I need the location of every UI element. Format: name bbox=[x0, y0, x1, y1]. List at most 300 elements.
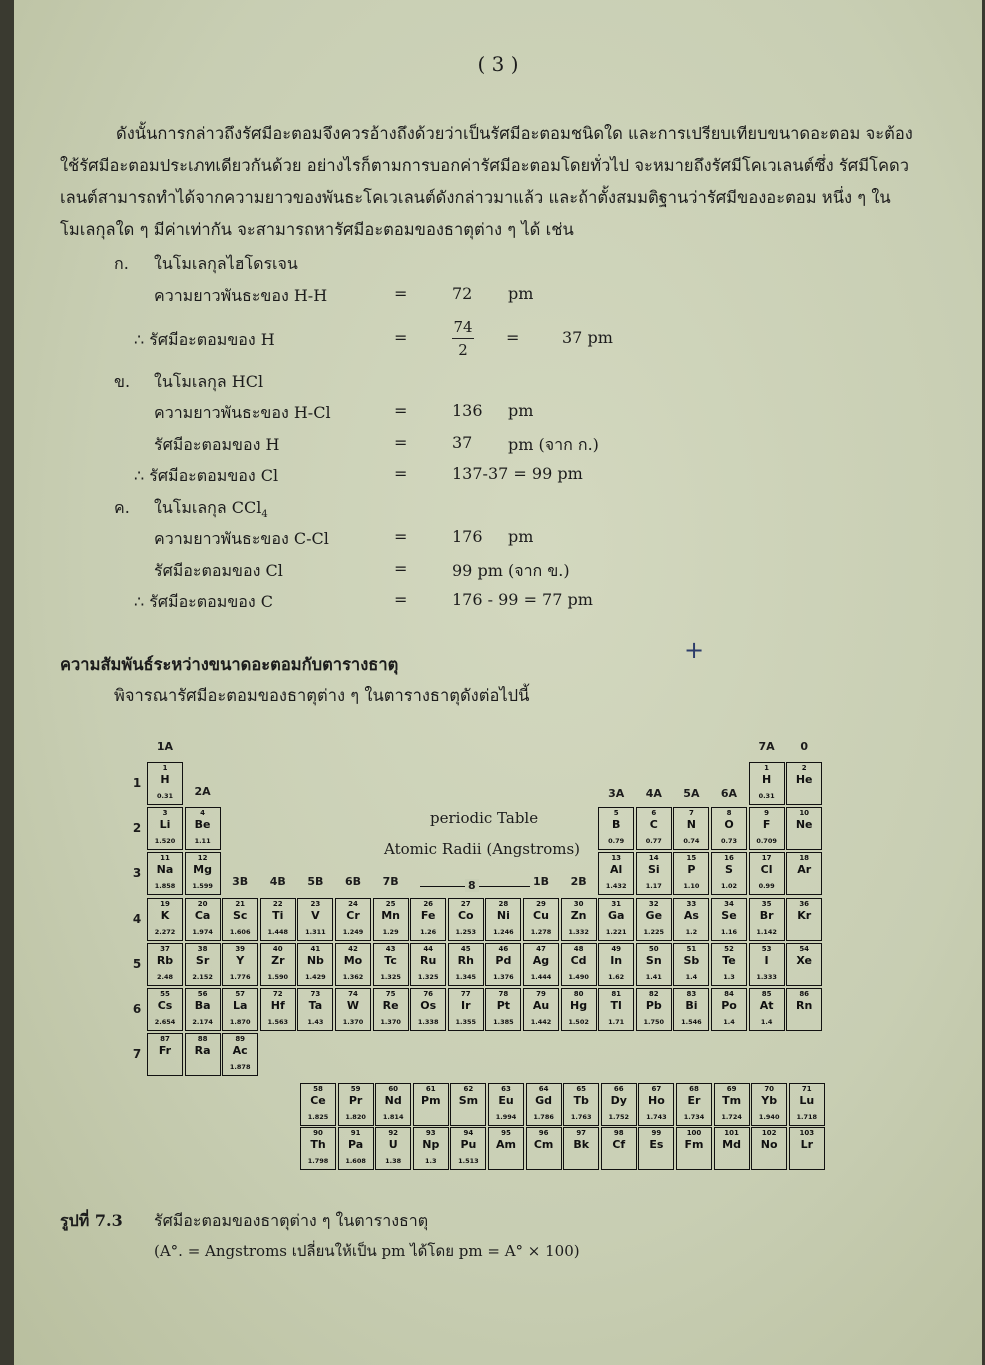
element-cell-pt bbox=[485, 988, 521, 1031]
element-symbol: Ar bbox=[797, 863, 812, 877]
element-cell-fm bbox=[676, 1127, 712, 1170]
group-label: 4A bbox=[645, 787, 662, 800]
atomic-number: 48 bbox=[573, 944, 584, 953]
atomic-radius: 1.734 bbox=[683, 1113, 705, 1121]
element-symbol: H bbox=[761, 773, 772, 786]
atomic-number: 10 bbox=[799, 809, 810, 818]
element-symbol: Cl bbox=[760, 863, 773, 877]
atomic-radius: 1.38 bbox=[385, 1157, 402, 1165]
element-symbol: Ga bbox=[607, 908, 625, 922]
atomic-radius: 1.994 bbox=[495, 1113, 517, 1121]
example-a1-unit: pm bbox=[508, 284, 534, 303]
example-c-title-text: ในโมเลกุล CCl bbox=[154, 498, 262, 517]
element-symbol: Cm bbox=[533, 1138, 554, 1151]
atomic-number: 94 bbox=[463, 1129, 474, 1137]
atomic-radius: 1.490 bbox=[568, 972, 589, 981]
element-cell-zr bbox=[260, 943, 296, 986]
example-c3-text: ∴ รัศมีอะตอมของ C bbox=[134, 592, 273, 611]
atomic-radius: 1.3 bbox=[723, 972, 735, 981]
element-cell-in bbox=[598, 943, 634, 986]
group-label: 5A bbox=[683, 787, 700, 800]
atomic-radius: 2.152 bbox=[192, 972, 213, 981]
element-cell-co bbox=[448, 898, 484, 941]
element-cell-ac bbox=[222, 1033, 258, 1076]
atomic-number: 5 bbox=[613, 809, 619, 818]
element-cell-v bbox=[297, 898, 333, 941]
atomic-number: 51 bbox=[686, 944, 697, 953]
element-symbol: Pb bbox=[645, 999, 662, 1012]
element-symbol: Sb bbox=[683, 953, 700, 967]
atomic-radius: 0.709 bbox=[756, 837, 777, 846]
atomic-number: 91 bbox=[350, 1129, 361, 1137]
atomic-number: 52 bbox=[724, 944, 734, 953]
atomic-radius: 1.355 bbox=[455, 1018, 477, 1026]
atomic-number: 81 bbox=[611, 990, 622, 998]
element-symbol: F bbox=[762, 818, 771, 832]
example-a2-eq2: = bbox=[506, 328, 520, 347]
group-label: 7A bbox=[758, 740, 775, 753]
atomic-radius: 1.798 bbox=[307, 1157, 329, 1165]
element-symbol: Re bbox=[382, 999, 399, 1012]
atomic-radius: 0.74 bbox=[683, 837, 700, 846]
example-c3-value: 176 - 99 = 77 pm bbox=[452, 590, 593, 609]
element-symbol: Sm bbox=[458, 1094, 479, 1107]
atomic-radius: 1.02 bbox=[720, 882, 738, 891]
element-symbol: I bbox=[764, 953, 769, 967]
element-symbol: Zr bbox=[271, 953, 285, 967]
element-cell-eu bbox=[488, 1083, 524, 1126]
element-cell-sm bbox=[450, 1083, 486, 1126]
element-symbol: Fr bbox=[158, 1044, 172, 1058]
element-cell-tc bbox=[373, 943, 409, 986]
fraction-74-over-2 bbox=[452, 318, 474, 359]
atomic-radius: 1.17 bbox=[645, 882, 662, 891]
atomic-number: 57 bbox=[235, 990, 246, 998]
element-symbol: Es bbox=[649, 1138, 664, 1151]
group-label: 6B bbox=[344, 875, 362, 888]
element-symbol: Os bbox=[420, 999, 437, 1012]
element-cell-nb bbox=[297, 943, 333, 986]
atomic-number: 55 bbox=[160, 990, 170, 998]
element-cell-fe bbox=[410, 898, 446, 941]
element-symbol: Kr bbox=[797, 908, 812, 922]
element-symbol: Y bbox=[236, 953, 245, 967]
element-cell-ca bbox=[185, 898, 221, 941]
element-symbol: Ni bbox=[496, 908, 510, 922]
atomic-number: 72 bbox=[272, 990, 283, 998]
example-c1-value: 176 bbox=[452, 527, 483, 546]
element-cell-np bbox=[413, 1127, 449, 1170]
element-symbol: Ag bbox=[532, 953, 550, 967]
element-cell-ba bbox=[185, 988, 221, 1031]
atomic-radius: 1.442 bbox=[530, 1018, 552, 1026]
element-symbol: B bbox=[611, 818, 621, 832]
atomic-radius: 1.743 bbox=[646, 1113, 667, 1121]
element-symbol: Ta bbox=[308, 999, 323, 1012]
atomic-radius: 1.513 bbox=[458, 1157, 479, 1165]
atomic-number: 35 bbox=[761, 899, 772, 908]
element-symbol: Pr bbox=[348, 1094, 363, 1107]
element-symbol: Lr bbox=[800, 1138, 814, 1151]
atomic-radius: 1.750 bbox=[643, 1018, 665, 1026]
group-label: 7B bbox=[382, 875, 399, 888]
element-symbol: Sn bbox=[645, 953, 662, 967]
caption-text: รัศมีอะตอมของธาตุต่าง ๆ ในตารางธาตุ bbox=[154, 1211, 429, 1230]
element-cell-ra bbox=[185, 1033, 221, 1076]
atomic-number: 70 bbox=[764, 1085, 775, 1093]
atomic-number: 23 bbox=[310, 899, 321, 908]
element-cell-nd bbox=[375, 1083, 411, 1126]
atomic-number: 88 bbox=[197, 1035, 208, 1044]
atomic-number: 15 bbox=[686, 854, 697, 863]
atomic-radius: 1.253 bbox=[455, 927, 477, 936]
page-number: ( 3 ) bbox=[477, 52, 519, 76]
element-symbol: Hg bbox=[570, 999, 588, 1012]
atomic-radius: 1.786 bbox=[533, 1113, 554, 1121]
element-cell-al bbox=[598, 852, 634, 895]
atomic-number: 60 bbox=[388, 1085, 399, 1093]
element-cell-s bbox=[711, 852, 747, 895]
element-cell-ce bbox=[300, 1083, 336, 1126]
atomic-radius: 1.11 bbox=[194, 837, 211, 846]
atomic-number: 53 bbox=[761, 944, 772, 953]
fraction-denominator: 2 bbox=[458, 341, 468, 359]
element-cell-at bbox=[749, 988, 785, 1031]
element-symbol: La bbox=[232, 999, 248, 1012]
element-cell-p bbox=[673, 852, 709, 895]
element-symbol: Gd bbox=[535, 1094, 553, 1107]
atomic-number: 36 bbox=[799, 899, 810, 908]
element-symbol: K bbox=[160, 908, 170, 922]
element-cell-f bbox=[749, 807, 785, 850]
atomic-radius: 1.221 bbox=[605, 927, 627, 936]
period-label: 5 bbox=[132, 956, 142, 971]
element-cell-te bbox=[711, 943, 747, 986]
element-symbol: Hf bbox=[270, 999, 285, 1012]
example-a2-text: ∴ รัศมีอะตอมของ H bbox=[134, 330, 275, 349]
atomic-number: 100 bbox=[686, 1129, 702, 1137]
example-a1-value: 72 bbox=[452, 284, 473, 303]
fraction-bar bbox=[452, 338, 474, 339]
element-cell-pu bbox=[450, 1127, 486, 1170]
element-symbol: Rb bbox=[156, 953, 174, 967]
element-cell-ne bbox=[786, 807, 822, 850]
element-cell-er bbox=[676, 1083, 712, 1126]
group-label: 6A bbox=[720, 787, 738, 800]
atomic-radius: 1.26 bbox=[420, 927, 437, 936]
element-symbol: N bbox=[686, 818, 696, 832]
atomic-number: 101 bbox=[724, 1129, 739, 1137]
element-symbol: Fm bbox=[684, 1138, 704, 1151]
atomic-radius: 1.870 bbox=[229, 1018, 251, 1026]
element-cell-hg bbox=[561, 988, 597, 1031]
atomic-number: 29 bbox=[536, 899, 546, 908]
atomic-radius: 0.79 bbox=[608, 837, 625, 846]
element-symbol: Cs bbox=[157, 999, 173, 1012]
atomic-number: 95 bbox=[501, 1129, 511, 1137]
element-symbol: Zn bbox=[570, 908, 587, 922]
atomic-number: 4 bbox=[200, 809, 206, 818]
atomic-radius: 1.814 bbox=[382, 1113, 404, 1121]
atomic-number: 75 bbox=[385, 990, 396, 998]
group-8-label: 8 bbox=[465, 879, 479, 892]
atomic-number: 3 bbox=[162, 809, 168, 818]
atomic-number: 13 bbox=[611, 854, 622, 863]
atomic-number: 19 bbox=[160, 899, 170, 908]
atomic-radius: 2.654 bbox=[154, 1018, 176, 1026]
atomic-radius: 1.752 bbox=[608, 1113, 630, 1121]
atomic-number: 37 bbox=[160, 944, 170, 953]
element-symbol: Co bbox=[457, 908, 474, 922]
element-symbol: Xe bbox=[796, 953, 813, 967]
element-symbol: Ir bbox=[461, 999, 471, 1012]
example-b-label: ข. bbox=[114, 372, 131, 391]
atomic-number: 90 bbox=[313, 1129, 323, 1137]
atomic-radius: 1.563 bbox=[267, 1018, 289, 1026]
element-cell-i bbox=[749, 943, 785, 986]
element-cell-ga bbox=[598, 898, 634, 941]
element-cell-li bbox=[147, 807, 183, 850]
pen-plus-mark: + bbox=[684, 636, 705, 664]
element-cell-lu bbox=[789, 1083, 825, 1126]
example-b2-unit: pm (จาก ก.) bbox=[508, 435, 599, 454]
element-symbol: Rn bbox=[796, 999, 813, 1012]
example-c1-unit: pm bbox=[508, 527, 534, 546]
element-cell-na bbox=[147, 852, 183, 895]
element-cell-sr bbox=[185, 943, 221, 986]
atomic-radius: 1.776 bbox=[229, 972, 251, 981]
element-symbol: No bbox=[760, 1138, 778, 1151]
element-cell-hf bbox=[260, 988, 296, 1031]
element-symbol: Mo bbox=[343, 953, 363, 967]
atomic-radius: 1.385 bbox=[493, 1018, 514, 1026]
atomic-number: 41 bbox=[310, 944, 321, 953]
element-cell-cl bbox=[749, 852, 785, 895]
atomic-radius: 1.3 bbox=[425, 1157, 437, 1165]
element-symbol: S bbox=[725, 863, 733, 877]
element-symbol: Au bbox=[532, 999, 550, 1012]
atomic-radius: 1.448 bbox=[267, 927, 289, 936]
element-cell-pa bbox=[338, 1127, 374, 1170]
example-c3-eq: = bbox=[394, 590, 408, 609]
group-label: 5B bbox=[307, 875, 324, 888]
section-intro: พิจารณารัศมีอะตอมของธาตุต่าง ๆ ในตารางธาตุดังต่อไปนี้ bbox=[114, 686, 530, 705]
element-cell-th bbox=[300, 1127, 336, 1170]
element-cell-cd bbox=[561, 943, 597, 986]
atomic-number: 11 bbox=[160, 854, 170, 863]
atomic-number: 32 bbox=[648, 899, 659, 908]
group-label: 1B bbox=[532, 875, 550, 888]
atomic-number: 83 bbox=[686, 990, 697, 998]
element-cell-gd bbox=[526, 1083, 562, 1126]
example-b-title: ในโมเลกุล HCl bbox=[154, 372, 264, 391]
atomic-radius: 1.325 bbox=[380, 972, 401, 981]
group-label: 0 bbox=[800, 740, 809, 753]
element-cell-fr bbox=[147, 1033, 183, 1076]
atomic-number: 31 bbox=[611, 899, 622, 908]
group-label: 3B bbox=[232, 875, 249, 888]
element-symbol: V bbox=[311, 908, 320, 922]
atomic-number: 24 bbox=[348, 899, 358, 908]
atomic-number: 9 bbox=[764, 809, 770, 818]
atomic-radius: 1.858 bbox=[154, 882, 176, 891]
element-symbol: Md bbox=[722, 1138, 741, 1151]
element-symbol: Dy bbox=[610, 1094, 627, 1107]
element-cell-u bbox=[375, 1127, 411, 1170]
example-a2-value: 37 pm bbox=[562, 328, 613, 347]
element-cell-o bbox=[711, 807, 747, 850]
element-symbol: Cu bbox=[533, 908, 549, 922]
element-cell-se bbox=[711, 898, 747, 941]
element-cell-w bbox=[335, 988, 371, 1031]
element-symbol: Be bbox=[194, 818, 211, 832]
atomic-radius: 0.77 bbox=[645, 837, 662, 846]
atomic-number: 47 bbox=[536, 944, 546, 953]
group-label: 2A bbox=[194, 785, 211, 798]
atomic-number: 50 bbox=[648, 944, 659, 953]
element-cell-k bbox=[147, 898, 183, 941]
atomic-number: 1 bbox=[162, 764, 168, 772]
element-symbol: Al bbox=[610, 863, 623, 877]
atomic-radius: 1.29 bbox=[382, 927, 399, 936]
atomic-radius: 1.444 bbox=[530, 972, 552, 981]
atomic-radius: 1.608 bbox=[345, 1157, 366, 1165]
atomic-radius: 1.546 bbox=[681, 1018, 702, 1026]
element-cell-tm bbox=[714, 1083, 750, 1126]
atomic-number: 103 bbox=[799, 1129, 815, 1137]
element-cell-tb bbox=[563, 1083, 599, 1126]
atomic-number: 30 bbox=[573, 899, 584, 908]
element-symbol: Yb bbox=[761, 1094, 778, 1107]
atomic-number: 1 bbox=[764, 764, 770, 772]
element-cell-am bbox=[488, 1127, 524, 1170]
element-symbol: Bk bbox=[573, 1138, 590, 1151]
element-symbol: Ne bbox=[795, 818, 813, 832]
atomic-radius: 2.272 bbox=[154, 927, 176, 936]
element-cell-dy bbox=[601, 1083, 637, 1126]
caption-label: รูปที่ 7.3 bbox=[60, 1211, 123, 1230]
element-cell-cr bbox=[335, 898, 371, 941]
atomic-radius: 1.246 bbox=[493, 927, 514, 936]
element-symbol: H bbox=[160, 773, 170, 786]
fraction-numerator: 74 bbox=[453, 318, 473, 336]
element-symbol: Ce bbox=[310, 1094, 326, 1107]
element-cell-h bbox=[749, 762, 785, 805]
atomic-number: 102 bbox=[761, 1129, 777, 1137]
example-c-label: ค. bbox=[114, 498, 130, 517]
atomic-radius: 1.41 bbox=[645, 972, 662, 981]
atomic-number: 33 bbox=[686, 899, 697, 908]
example-a2-eq: = bbox=[394, 328, 408, 347]
element-symbol: Rh bbox=[457, 953, 474, 967]
element-symbol: Cd bbox=[570, 953, 587, 967]
atomic-radius: 1.142 bbox=[756, 927, 777, 936]
atomic-radius: 0.73 bbox=[720, 837, 738, 846]
example-c2-value: 99 pm (จาก ข.) bbox=[452, 561, 570, 580]
element-cell-cs bbox=[147, 988, 183, 1031]
element-cell-re bbox=[373, 988, 409, 1031]
element-symbol: Na bbox=[156, 863, 174, 877]
element-cell-rb bbox=[147, 943, 183, 986]
example-c1-text: ความยาวพันธะของ C-Cl bbox=[154, 529, 329, 548]
element-symbol: Am bbox=[496, 1138, 516, 1151]
element-cell-kr bbox=[786, 898, 822, 941]
atomic-number: 63 bbox=[501, 1085, 511, 1093]
atomic-number: 64 bbox=[538, 1085, 549, 1093]
example-b2-value: 37 bbox=[452, 433, 473, 452]
atomic-number: 17 bbox=[761, 854, 772, 863]
atomic-number: 89 bbox=[235, 1035, 246, 1044]
example-b1-value: 136 bbox=[452, 401, 483, 420]
element-cell-as bbox=[673, 898, 709, 941]
element-symbol: C bbox=[649, 818, 658, 832]
element-cell-y bbox=[222, 943, 258, 986]
element-cell-au bbox=[523, 988, 559, 1031]
element-cell-xe bbox=[786, 943, 822, 986]
atomic-number: 78 bbox=[498, 990, 509, 998]
atomic-radius: 1.432 bbox=[605, 882, 627, 891]
element-cell-rn bbox=[786, 988, 822, 1031]
atomic-number: 84 bbox=[724, 990, 734, 998]
element-cell-lr bbox=[789, 1127, 825, 1170]
element-symbol: Ca bbox=[194, 908, 211, 922]
atomic-number: 92 bbox=[388, 1129, 399, 1137]
element-cell-rh bbox=[448, 943, 484, 986]
element-symbol: Ru bbox=[420, 953, 437, 967]
atomic-radius: 1.370 bbox=[342, 1018, 364, 1026]
element-symbol: Pt bbox=[496, 999, 511, 1012]
element-symbol: Ra bbox=[194, 1044, 211, 1058]
atomic-number: 18 bbox=[799, 854, 810, 863]
element-cell-ag bbox=[523, 943, 559, 986]
element-symbol: W bbox=[346, 999, 360, 1012]
atomic-number: 6 bbox=[651, 809, 657, 818]
element-symbol: Nd bbox=[384, 1094, 402, 1107]
element-symbol: U bbox=[388, 1138, 398, 1151]
element-cell-bk bbox=[563, 1127, 599, 1170]
element-symbol: Cr bbox=[346, 908, 360, 922]
atomic-radius: 1.724 bbox=[721, 1113, 742, 1121]
atomic-radius: 1.332 bbox=[568, 927, 589, 936]
atomic-number: 43 bbox=[385, 944, 396, 953]
group-label: 1A bbox=[156, 740, 174, 753]
atomic-number: 16 bbox=[724, 854, 734, 863]
atomic-number: 68 bbox=[689, 1085, 699, 1093]
element-cell-ru bbox=[410, 943, 446, 986]
period-label: 2 bbox=[132, 821, 142, 836]
atomic-number: 82 bbox=[648, 990, 659, 998]
element-cell-os bbox=[410, 988, 446, 1031]
element-cell-mg bbox=[185, 852, 221, 895]
element-symbol: Tl bbox=[610, 999, 622, 1012]
example-a-label: ก. bbox=[114, 254, 129, 273]
element-cell-ar bbox=[786, 852, 822, 895]
atomic-radius: 1.878 bbox=[229, 1063, 251, 1072]
atomic-radius: 2.174 bbox=[192, 1018, 213, 1026]
element-symbol: Ho bbox=[648, 1094, 665, 1107]
atomic-radius: 1.2 bbox=[685, 927, 698, 936]
atomic-radius: 1.16 bbox=[720, 927, 738, 936]
example-a-title: ในโมเลกุลไฮโดรเจน bbox=[154, 254, 298, 273]
element-cell-bi bbox=[673, 988, 709, 1031]
atomic-number: 87 bbox=[160, 1035, 170, 1044]
element-symbol: Lu bbox=[799, 1094, 815, 1107]
element-symbol: Se bbox=[721, 908, 737, 922]
element-cell-no bbox=[751, 1127, 787, 1170]
example-a1-text: ความยาวพันธะของ H-H bbox=[154, 286, 328, 305]
atomic-number: 69 bbox=[726, 1085, 737, 1093]
element-symbol: Np bbox=[422, 1138, 440, 1151]
